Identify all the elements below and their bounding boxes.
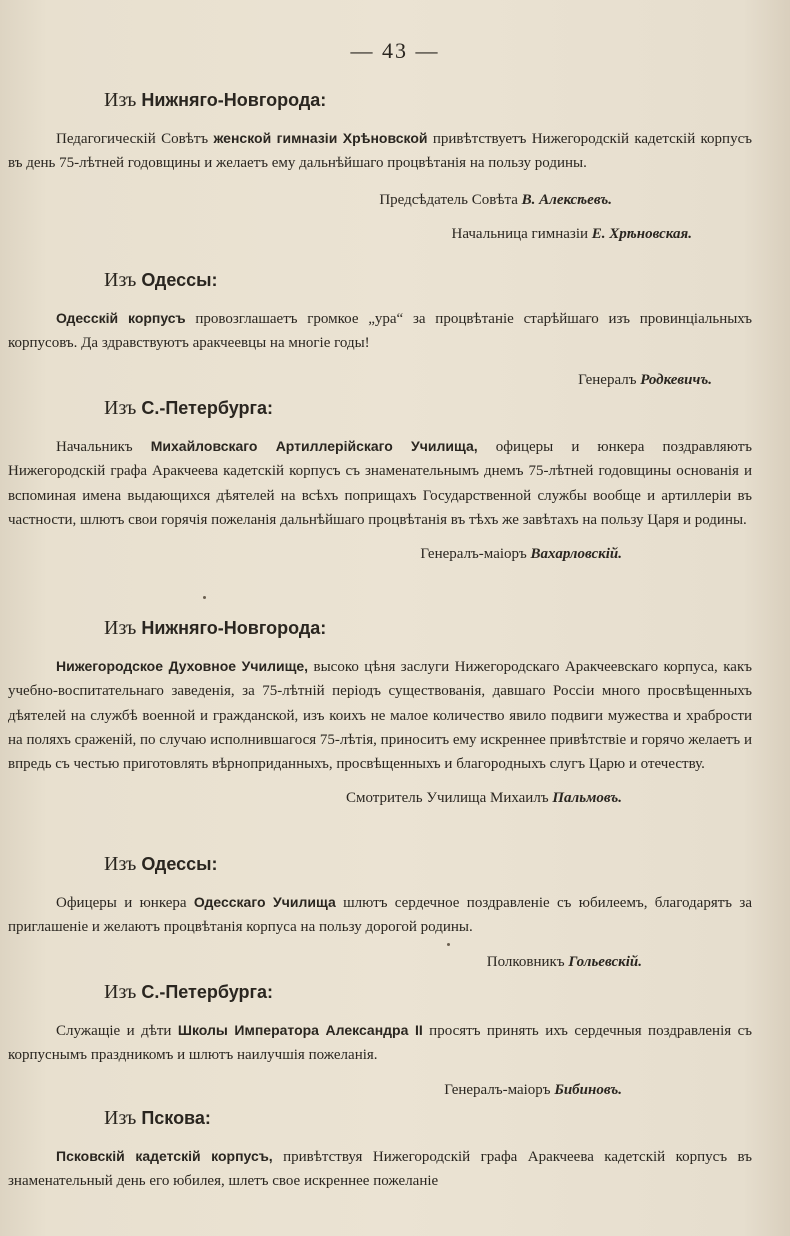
entry-nizhny-2 xyxy=(8,616,752,810)
signature-title: Начальница гимназіи xyxy=(451,225,589,242)
signature-name: Е. Хрѣновская. xyxy=(591,225,692,242)
entry-odessa-2 xyxy=(8,852,752,974)
entry-text xyxy=(8,434,752,532)
entry-text xyxy=(8,654,752,776)
entry-heading xyxy=(104,616,752,640)
signature-title: Полковникъ xyxy=(486,953,565,970)
signature xyxy=(8,222,752,246)
signature xyxy=(8,368,752,392)
paper-speck xyxy=(203,596,206,599)
signature-title: Генералъ-маіоръ xyxy=(444,1081,551,1098)
heading-city: Нижняго-Новгорода: xyxy=(141,90,327,110)
text-before: Педагогическій Совѣтъ xyxy=(56,131,214,147)
text-after: привѣтствуетъ Нижегородскій кадетскій корпусъ въ день 75-лѣтней годовщины и желаетъ ему дальнѣйшаго процвѣтанія на пользу родины. xyxy=(8,131,752,172)
entry-heading xyxy=(104,396,752,420)
text-bold: Михайловскаго Артиллерійскаго Училища, xyxy=(150,438,478,454)
heading-prefix: Изъ xyxy=(104,269,137,291)
entry-heading xyxy=(104,268,752,292)
entry-pskov xyxy=(8,1106,752,1194)
heading-prefix: Изъ xyxy=(104,397,137,419)
heading-prefix: Изъ xyxy=(104,981,137,1003)
text-after: шлютъ сердечное поздравленіе съ юбилеемъ, благодарятъ за приглашеніе и желаютъ процвѣтанія корпуса на пользу дорогой родины. xyxy=(8,895,752,936)
text-after: просятъ принять ихъ сердечныя поздравленія съ корпуснымъ праздникомъ и шлютъ наилучшія пожеланія. xyxy=(8,1023,752,1064)
entry-text xyxy=(8,890,752,940)
text-before: Начальникъ xyxy=(56,439,151,455)
text-bold: Псковскій кадетскій корпусъ, xyxy=(56,1148,273,1164)
entry-heading xyxy=(104,852,752,876)
text-bold: женской гимназіи Хрѣновской xyxy=(213,130,428,146)
entry-text xyxy=(8,306,752,356)
signature-name: Бибиновъ. xyxy=(554,1081,622,1098)
heading-prefix: Изъ xyxy=(104,1107,137,1129)
signature xyxy=(8,786,752,810)
entry-text xyxy=(8,1144,752,1194)
signature-name: Пальмовъ. xyxy=(552,790,622,807)
text-after: высоко цѣня заслуги Нижегородскаго Аракчеевскаго корпуса, какъ учебно-воспитательнаго заведенія, за 75-лѣтній періодъ существованія, давшаго Россіи много просвѣщенныхъ дѣятелей на службѣ военной и гражданской, изъ коихъ не малое количество явило подвиги мужества и храбрости на поляхъ сраженій, по случаю исполнившагося 75-лѣтія, приноситъ ему искреннее привѣтствіе и горячо желаетъ и впредь съ честью приготовлять вѣрноприданныхъ, просвѣщенныхъ и благородныхъ слугъ Царю и отечеству. xyxy=(8,659,752,773)
page-number: — 43 — xyxy=(350,38,440,63)
heading-prefix: Изъ xyxy=(104,617,137,639)
signature xyxy=(8,188,752,212)
signature-name: В. Алексѣевъ. xyxy=(521,191,612,208)
heading-city: С.-Петербурга: xyxy=(141,398,274,418)
signature-title: Генералъ xyxy=(578,371,637,388)
text-bold: Одесскій корпусъ xyxy=(56,310,186,326)
entry-petersburg-1 xyxy=(8,396,752,566)
paper-speck xyxy=(447,943,450,946)
heading-city: Одессы: xyxy=(141,854,218,874)
text-bold: Нижегородское Духовное Училище, xyxy=(56,658,309,674)
signature-name: Родкевичъ. xyxy=(640,371,712,388)
text-bold: Одесскаго Училища xyxy=(193,894,336,910)
signature-name: Вахарловскій. xyxy=(530,546,622,563)
text-after: провозглашаетъ громкое „ура“ за процвѣтаніе старѣйшаго изъ провинціальныхъ корпусовъ. Да здравствуютъ аракчеевцы на многіе годы! xyxy=(8,311,752,352)
signature xyxy=(8,950,752,974)
signature-name: Гольевскій. xyxy=(568,953,642,970)
signature-title: Смотритель Училища Михаилъ xyxy=(345,790,549,807)
heading-city: Одессы: xyxy=(141,270,218,290)
entry-odessa-1 xyxy=(8,268,752,392)
heading-prefix: Изъ xyxy=(104,853,137,875)
entry-text xyxy=(8,1018,752,1068)
text-after: привѣтствуя Нижегородскій графа Аракчеева кадетскій корпусъ въ знаменательный день его юбилея, шлетъ свое искреннее пожеланіе xyxy=(8,1149,752,1190)
signature xyxy=(8,542,752,566)
entry-petersburg-2 xyxy=(8,980,752,1102)
entry-heading xyxy=(104,1106,752,1130)
signature-title: Генералъ-маіоръ xyxy=(420,546,527,563)
entry-text xyxy=(8,126,752,176)
heading-prefix: Изъ xyxy=(104,89,137,111)
heading-city: Пскова: xyxy=(141,1108,211,1128)
entry-heading xyxy=(104,980,752,1004)
text-bold: Школы Императора Александра II xyxy=(177,1022,423,1038)
signature-title: Предсѣдатель Совѣта xyxy=(379,191,518,208)
entry-nizhny-1 xyxy=(8,88,752,246)
heading-city: С.-Петербурга: xyxy=(141,982,274,1002)
text-before: Офицеры и юнкера xyxy=(56,895,194,911)
signature xyxy=(8,1078,752,1102)
text-after: офицеры и юнкера поздравляютъ Нижегородскій графа Аракчеева кадетскій корпусъ съ знаменательнымъ днемъ 75-лѣтней годовщины основанія и вспоминая имена выдающихся дѣятелей на всѣхъ поприщахъ Государственной службы вообще и артиллеріи въ частности, шлютъ свои горячія пожеланія дальнѣйшаго процвѣтанія въ тѣхъ же завѣтахъ на пользу Царя и родины. xyxy=(8,439,753,528)
heading-city: Нижняго-Новгорода: xyxy=(141,618,327,638)
entry-heading xyxy=(104,88,752,112)
text-before: Служащіе и дѣти xyxy=(56,1023,178,1039)
